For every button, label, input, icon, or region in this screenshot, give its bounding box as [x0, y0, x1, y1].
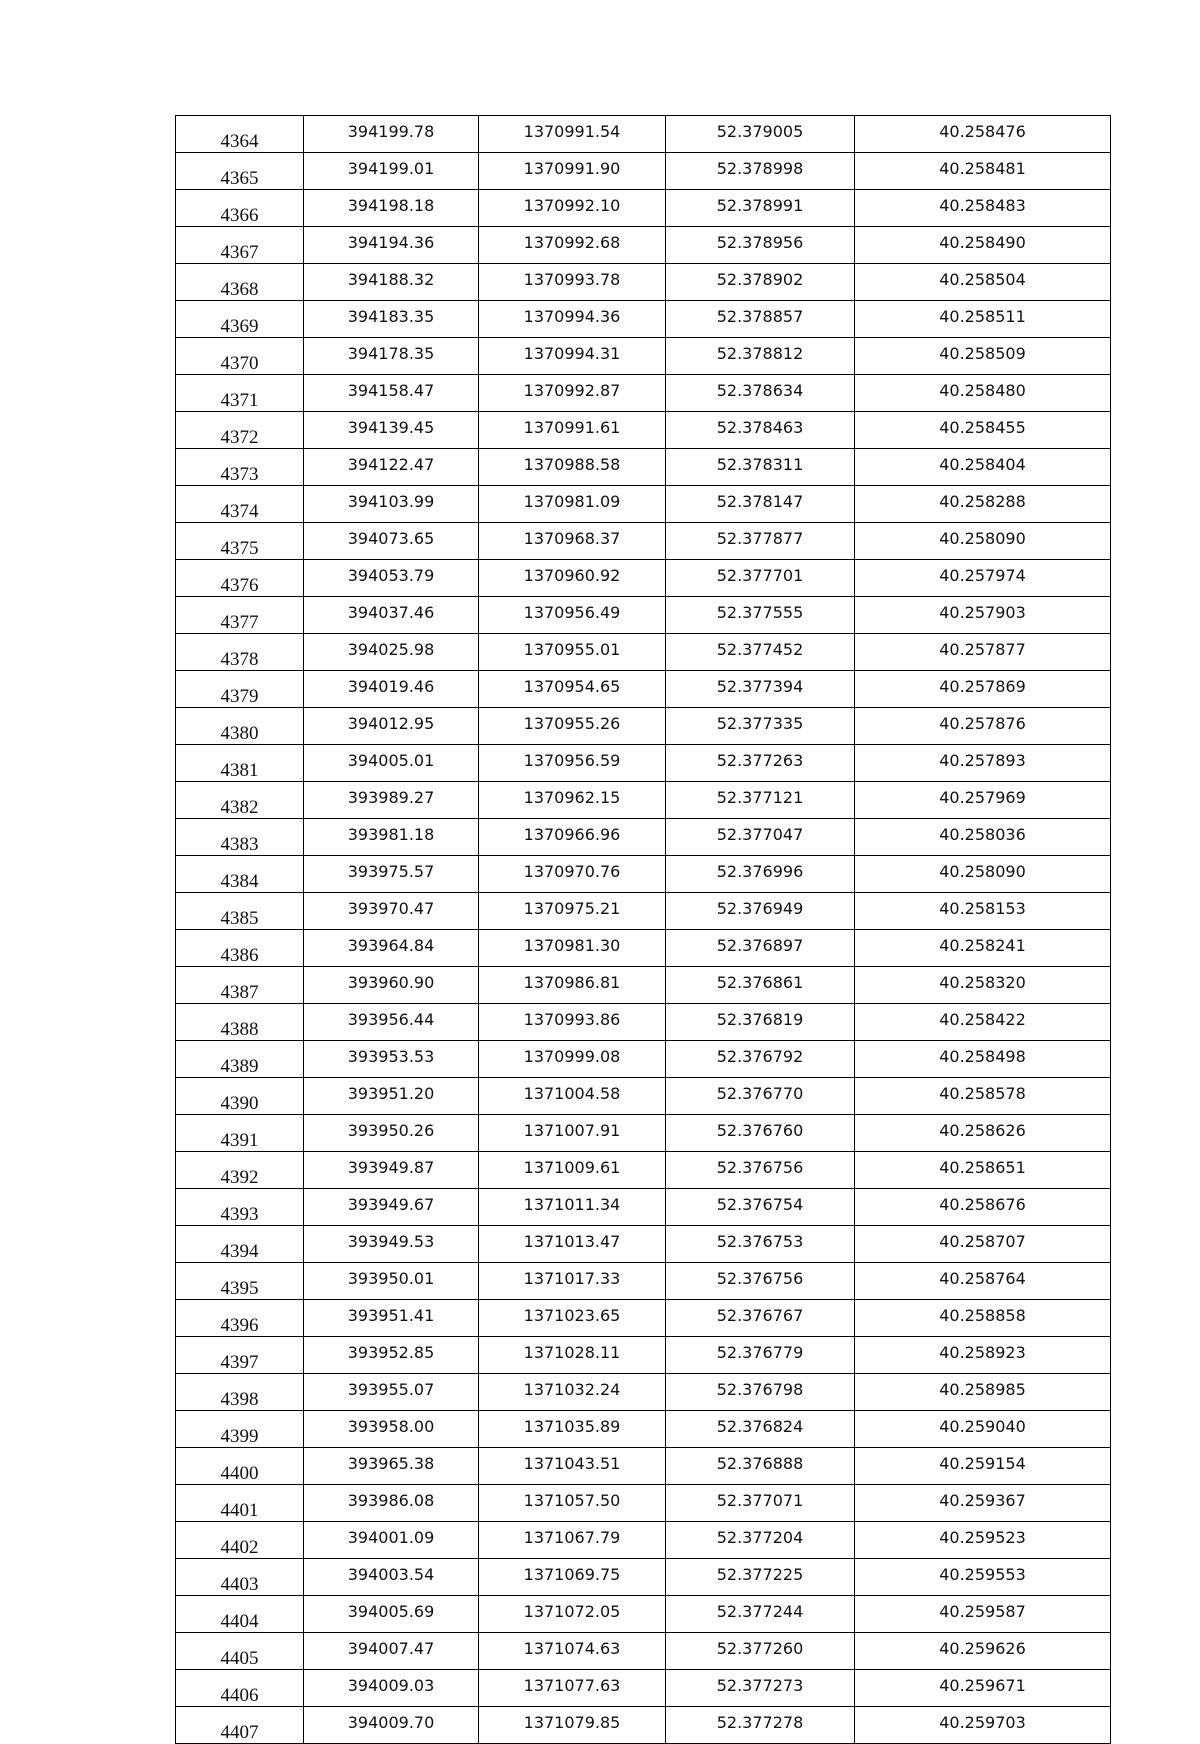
point-number-cell: 4375 [176, 523, 304, 560]
point-number-cell: 4370 [176, 338, 304, 375]
longitude-cell: 40.258651 [855, 1152, 1111, 1189]
latitude-cell: 52.377260 [666, 1633, 855, 1670]
latitude-cell: 52.378812 [666, 338, 855, 375]
point-number-cell: 4402 [176, 1522, 304, 1559]
latitude-cell: 52.378634 [666, 375, 855, 412]
latitude-cell: 52.376792 [666, 1041, 855, 1078]
longitude-cell: 40.258707 [855, 1226, 1111, 1263]
point-number-cell: 4371 [176, 375, 304, 412]
point-number-cell: 4388 [176, 1004, 304, 1041]
y-coordinate-cell: 1371067.79 [479, 1522, 666, 1559]
point-number-cell: 4401 [176, 1485, 304, 1522]
table-row [176, 708, 1111, 745]
latitude-cell: 52.376798 [666, 1374, 855, 1411]
longitude-cell: 40.257876 [855, 708, 1111, 745]
longitude-cell: 40.258320 [855, 967, 1111, 1004]
longitude-cell: 40.258498 [855, 1041, 1111, 1078]
x-coordinate-cell: 393986.08 [304, 1485, 479, 1522]
longitude-cell: 40.259587 [855, 1596, 1111, 1633]
x-coordinate-cell: 394012.95 [304, 708, 479, 745]
table-row [176, 856, 1111, 893]
point-number-cell: 4397 [176, 1337, 304, 1374]
x-coordinate-cell: 393953.53 [304, 1041, 479, 1078]
x-coordinate-cell: 394009.70 [304, 1707, 479, 1744]
x-coordinate-cell: 394005.01 [304, 745, 479, 782]
table-row [176, 1263, 1111, 1300]
longitude-cell: 40.258288 [855, 486, 1111, 523]
x-coordinate-cell: 393970.47 [304, 893, 479, 930]
point-number-cell: 4407 [176, 1707, 304, 1744]
y-coordinate-cell: 1371023.65 [479, 1300, 666, 1337]
table-row [176, 1337, 1111, 1374]
y-coordinate-cell: 1371013.47 [479, 1226, 666, 1263]
x-coordinate-cell: 394194.36 [304, 227, 479, 264]
point-number-cell: 4389 [176, 1041, 304, 1078]
x-coordinate-cell: 393949.87 [304, 1152, 479, 1189]
point-number-cell: 4372 [176, 412, 304, 449]
y-coordinate-cell: 1370955.01 [479, 634, 666, 671]
x-coordinate-cell: 393951.41 [304, 1300, 479, 1337]
y-coordinate-cell: 1370981.09 [479, 486, 666, 523]
y-coordinate-cell: 1370994.36 [479, 301, 666, 338]
latitude-cell: 52.377278 [666, 1707, 855, 1744]
y-coordinate-cell: 1371079.85 [479, 1707, 666, 1744]
longitude-cell: 40.259040 [855, 1411, 1111, 1448]
y-coordinate-cell: 1370968.37 [479, 523, 666, 560]
point-number-cell: 4384 [176, 856, 304, 893]
x-coordinate-cell: 394009.03 [304, 1670, 479, 1707]
point-number-cell: 4406 [176, 1670, 304, 1707]
x-coordinate-cell: 393949.67 [304, 1189, 479, 1226]
table-row [176, 671, 1111, 708]
table-row [176, 1189, 1111, 1226]
point-number-cell: 4374 [176, 486, 304, 523]
latitude-cell: 52.377877 [666, 523, 855, 560]
longitude-cell: 40.258923 [855, 1337, 1111, 1374]
x-coordinate-cell: 394053.79 [304, 560, 479, 597]
x-coordinate-cell: 393949.53 [304, 1226, 479, 1263]
x-coordinate-cell: 394183.35 [304, 301, 479, 338]
table-row [176, 1485, 1111, 1522]
table-row [176, 375, 1111, 412]
y-coordinate-cell: 1370993.86 [479, 1004, 666, 1041]
table-row [176, 486, 1111, 523]
latitude-cell: 52.378857 [666, 301, 855, 338]
x-coordinate-cell: 394198.18 [304, 190, 479, 227]
latitude-cell: 52.377263 [666, 745, 855, 782]
longitude-cell: 40.258422 [855, 1004, 1111, 1041]
y-coordinate-cell: 1371072.05 [479, 1596, 666, 1633]
y-coordinate-cell: 1370955.26 [479, 708, 666, 745]
y-coordinate-cell: 1371009.61 [479, 1152, 666, 1189]
table-row [176, 1300, 1111, 1337]
latitude-cell: 52.376770 [666, 1078, 855, 1115]
longitude-cell: 40.258858 [855, 1300, 1111, 1337]
point-number-cell: 4378 [176, 634, 304, 671]
longitude-cell: 40.258036 [855, 819, 1111, 856]
table-row [176, 264, 1111, 301]
latitude-cell: 52.378463 [666, 412, 855, 449]
x-coordinate-cell: 393950.01 [304, 1263, 479, 1300]
latitude-cell: 52.376754 [666, 1189, 855, 1226]
latitude-cell: 52.376897 [666, 930, 855, 967]
point-number-cell: 4396 [176, 1300, 304, 1337]
x-coordinate-cell: 393981.18 [304, 819, 479, 856]
point-number-cell: 4405 [176, 1633, 304, 1670]
point-number-cell: 4394 [176, 1226, 304, 1263]
table-row [176, 597, 1111, 634]
longitude-cell: 40.259154 [855, 1448, 1111, 1485]
longitude-cell: 40.258090 [855, 523, 1111, 560]
y-coordinate-cell: 1370956.59 [479, 745, 666, 782]
y-coordinate-cell: 1370954.65 [479, 671, 666, 708]
longitude-cell: 40.259523 [855, 1522, 1111, 1559]
coordinates-table-body [176, 116, 1111, 1744]
y-coordinate-cell: 1370993.78 [479, 264, 666, 301]
point-number-cell: 4399 [176, 1411, 304, 1448]
point-number-cell: 4387 [176, 967, 304, 1004]
x-coordinate-cell: 394122.47 [304, 449, 479, 486]
point-number-cell: 4365 [176, 153, 304, 190]
x-coordinate-cell: 394199.01 [304, 153, 479, 190]
table-row [176, 1226, 1111, 1263]
table-row [176, 819, 1111, 856]
point-number-cell: 4385 [176, 893, 304, 930]
y-coordinate-cell: 1370960.92 [479, 560, 666, 597]
table-row [176, 560, 1111, 597]
longitude-cell: 40.258985 [855, 1374, 1111, 1411]
x-coordinate-cell: 393965.38 [304, 1448, 479, 1485]
table-row [176, 1707, 1111, 1744]
point-number-cell: 4381 [176, 745, 304, 782]
longitude-cell: 40.259553 [855, 1559, 1111, 1596]
longitude-cell: 40.258404 [855, 449, 1111, 486]
point-number-cell: 4377 [176, 597, 304, 634]
y-coordinate-cell: 1371077.63 [479, 1670, 666, 1707]
latitude-cell: 52.376861 [666, 967, 855, 1004]
table-row [176, 1596, 1111, 1633]
y-coordinate-cell: 1371043.51 [479, 1448, 666, 1485]
longitude-cell: 40.258504 [855, 264, 1111, 301]
longitude-cell: 40.257869 [855, 671, 1111, 708]
y-coordinate-cell: 1370966.96 [479, 819, 666, 856]
longitude-cell: 40.257877 [855, 634, 1111, 671]
table-row [176, 1115, 1111, 1152]
latitude-cell: 52.377335 [666, 708, 855, 745]
latitude-cell: 52.376760 [666, 1115, 855, 1152]
x-coordinate-cell: 394158.47 [304, 375, 479, 412]
table-row [176, 523, 1111, 560]
table-row [176, 412, 1111, 449]
y-coordinate-cell: 1370986.81 [479, 967, 666, 1004]
longitude-cell: 40.258153 [855, 893, 1111, 930]
y-coordinate-cell: 1370988.58 [479, 449, 666, 486]
x-coordinate-cell: 393958.00 [304, 1411, 479, 1448]
table-row [176, 153, 1111, 190]
latitude-cell: 52.377273 [666, 1670, 855, 1707]
x-coordinate-cell: 393964.84 [304, 930, 479, 967]
latitude-cell: 52.377701 [666, 560, 855, 597]
latitude-cell: 52.377394 [666, 671, 855, 708]
longitude-cell: 40.258090 [855, 856, 1111, 893]
table-row [176, 227, 1111, 264]
point-number-cell: 4383 [176, 819, 304, 856]
point-number-cell: 4393 [176, 1189, 304, 1226]
table-row [176, 1633, 1111, 1670]
latitude-cell: 52.376779 [666, 1337, 855, 1374]
table-row [176, 1411, 1111, 1448]
latitude-cell: 52.377225 [666, 1559, 855, 1596]
table-row [176, 930, 1111, 967]
latitude-cell: 52.376756 [666, 1263, 855, 1300]
x-coordinate-cell: 394005.69 [304, 1596, 479, 1633]
point-number-cell: 4379 [176, 671, 304, 708]
x-coordinate-cell: 393950.26 [304, 1115, 479, 1152]
longitude-cell: 40.258241 [855, 930, 1111, 967]
table-row [176, 1152, 1111, 1189]
y-coordinate-cell: 1371032.24 [479, 1374, 666, 1411]
table-row [176, 1041, 1111, 1078]
x-coordinate-cell: 394188.32 [304, 264, 479, 301]
table-row [176, 1078, 1111, 1115]
point-number-cell: 4382 [176, 782, 304, 819]
latitude-cell: 52.376824 [666, 1411, 855, 1448]
point-number-cell: 4395 [176, 1263, 304, 1300]
latitude-cell: 52.378311 [666, 449, 855, 486]
x-coordinate-cell: 394037.46 [304, 597, 479, 634]
table-row [176, 190, 1111, 227]
table-row [176, 1448, 1111, 1485]
longitude-cell: 40.257893 [855, 745, 1111, 782]
y-coordinate-cell: 1370970.76 [479, 856, 666, 893]
y-coordinate-cell: 1371074.63 [479, 1633, 666, 1670]
point-number-cell: 4373 [176, 449, 304, 486]
longitude-cell: 40.258676 [855, 1189, 1111, 1226]
longitude-cell: 40.258480 [855, 375, 1111, 412]
point-number-cell: 4400 [176, 1448, 304, 1485]
point-number-cell: 4392 [176, 1152, 304, 1189]
x-coordinate-cell: 394001.09 [304, 1522, 479, 1559]
longitude-cell: 40.258481 [855, 153, 1111, 190]
y-coordinate-cell: 1370992.10 [479, 190, 666, 227]
table-row [176, 1670, 1111, 1707]
point-number-cell: 4391 [176, 1115, 304, 1152]
point-number-cell: 4403 [176, 1559, 304, 1596]
table-row [176, 116, 1111, 153]
longitude-cell: 40.258764 [855, 1263, 1111, 1300]
latitude-cell: 52.376996 [666, 856, 855, 893]
x-coordinate-cell: 394103.99 [304, 486, 479, 523]
latitude-cell: 52.377244 [666, 1596, 855, 1633]
point-number-cell: 4368 [176, 264, 304, 301]
latitude-cell: 52.379005 [666, 116, 855, 153]
x-coordinate-cell: 394003.54 [304, 1559, 479, 1596]
table-row [176, 745, 1111, 782]
x-coordinate-cell: 394178.35 [304, 338, 479, 375]
latitude-cell: 52.377555 [666, 597, 855, 634]
x-coordinate-cell: 393975.57 [304, 856, 479, 893]
table-row [176, 338, 1111, 375]
y-coordinate-cell: 1371035.89 [479, 1411, 666, 1448]
longitude-cell: 40.257903 [855, 597, 1111, 634]
y-coordinate-cell: 1371004.58 [479, 1078, 666, 1115]
y-coordinate-cell: 1370994.31 [479, 338, 666, 375]
latitude-cell: 52.378991 [666, 190, 855, 227]
x-coordinate-cell: 393960.90 [304, 967, 479, 1004]
latitude-cell: 52.377121 [666, 782, 855, 819]
table-row [176, 1559, 1111, 1596]
table-row [176, 1522, 1111, 1559]
longitude-cell: 40.258483 [855, 190, 1111, 227]
longitude-cell: 40.258509 [855, 338, 1111, 375]
table-row [176, 967, 1111, 1004]
y-coordinate-cell: 1370981.30 [479, 930, 666, 967]
y-coordinate-cell: 1370991.90 [479, 153, 666, 190]
longitude-cell: 40.259703 [855, 1707, 1111, 1744]
longitude-cell: 40.258455 [855, 412, 1111, 449]
table-row [176, 782, 1111, 819]
latitude-cell: 52.378998 [666, 153, 855, 190]
x-coordinate-cell: 393956.44 [304, 1004, 479, 1041]
latitude-cell: 52.376767 [666, 1300, 855, 1337]
y-coordinate-cell: 1371017.33 [479, 1263, 666, 1300]
table-row [176, 1004, 1111, 1041]
y-coordinate-cell: 1370956.49 [479, 597, 666, 634]
y-coordinate-cell: 1370991.54 [479, 116, 666, 153]
point-number-cell: 4364 [176, 116, 304, 153]
x-coordinate-cell: 393989.27 [304, 782, 479, 819]
latitude-cell: 52.376753 [666, 1226, 855, 1263]
y-coordinate-cell: 1370999.08 [479, 1041, 666, 1078]
longitude-cell: 40.259626 [855, 1633, 1111, 1670]
latitude-cell: 52.376888 [666, 1448, 855, 1485]
y-coordinate-cell: 1370962.15 [479, 782, 666, 819]
table-row [176, 893, 1111, 930]
point-number-cell: 4367 [176, 227, 304, 264]
longitude-cell: 40.258476 [855, 116, 1111, 153]
table-row [176, 301, 1111, 338]
x-coordinate-cell: 394073.65 [304, 523, 479, 560]
table-row [176, 634, 1111, 671]
table-row [176, 1374, 1111, 1411]
point-number-cell: 4398 [176, 1374, 304, 1411]
point-number-cell: 4404 [176, 1596, 304, 1633]
point-number-cell: 4376 [176, 560, 304, 597]
x-coordinate-cell: 394007.47 [304, 1633, 479, 1670]
longitude-cell: 40.259367 [855, 1485, 1111, 1522]
longitude-cell: 40.257974 [855, 560, 1111, 597]
point-number-cell: 4366 [176, 190, 304, 227]
latitude-cell: 52.377047 [666, 819, 855, 856]
longitude-cell: 40.258511 [855, 301, 1111, 338]
table-row [176, 449, 1111, 486]
y-coordinate-cell: 1370992.87 [479, 375, 666, 412]
y-coordinate-cell: 1371007.91 [479, 1115, 666, 1152]
point-number-cell: 4386 [176, 930, 304, 967]
y-coordinate-cell: 1371057.50 [479, 1485, 666, 1522]
longitude-cell: 40.257969 [855, 782, 1111, 819]
point-number-cell: 4369 [176, 301, 304, 338]
x-coordinate-cell: 393955.07 [304, 1374, 479, 1411]
latitude-cell: 52.377452 [666, 634, 855, 671]
y-coordinate-cell: 1370992.68 [479, 227, 666, 264]
longitude-cell: 40.258490 [855, 227, 1111, 264]
latitude-cell: 52.377204 [666, 1522, 855, 1559]
y-coordinate-cell: 1371028.11 [479, 1337, 666, 1374]
point-number-cell: 4380 [176, 708, 304, 745]
coordinates-table [175, 115, 1111, 1744]
x-coordinate-cell: 393952.85 [304, 1337, 479, 1374]
y-coordinate-cell: 1370975.21 [479, 893, 666, 930]
longitude-cell: 40.258578 [855, 1078, 1111, 1115]
latitude-cell: 52.378147 [666, 486, 855, 523]
x-coordinate-cell: 393951.20 [304, 1078, 479, 1115]
latitude-cell: 52.376949 [666, 893, 855, 930]
y-coordinate-cell: 1371011.34 [479, 1189, 666, 1226]
latitude-cell: 52.376756 [666, 1152, 855, 1189]
y-coordinate-cell: 1371069.75 [479, 1559, 666, 1596]
latitude-cell: 52.378956 [666, 227, 855, 264]
x-coordinate-cell: 394199.78 [304, 116, 479, 153]
x-coordinate-cell: 394139.45 [304, 412, 479, 449]
latitude-cell: 52.377071 [666, 1485, 855, 1522]
x-coordinate-cell: 394025.98 [304, 634, 479, 671]
latitude-cell: 52.378902 [666, 264, 855, 301]
y-coordinate-cell: 1370991.61 [479, 412, 666, 449]
longitude-cell: 40.259671 [855, 1670, 1111, 1707]
x-coordinate-cell: 394019.46 [304, 671, 479, 708]
longitude-cell: 40.258626 [855, 1115, 1111, 1152]
point-number-cell: 4390 [176, 1078, 304, 1115]
latitude-cell: 52.376819 [666, 1004, 855, 1041]
